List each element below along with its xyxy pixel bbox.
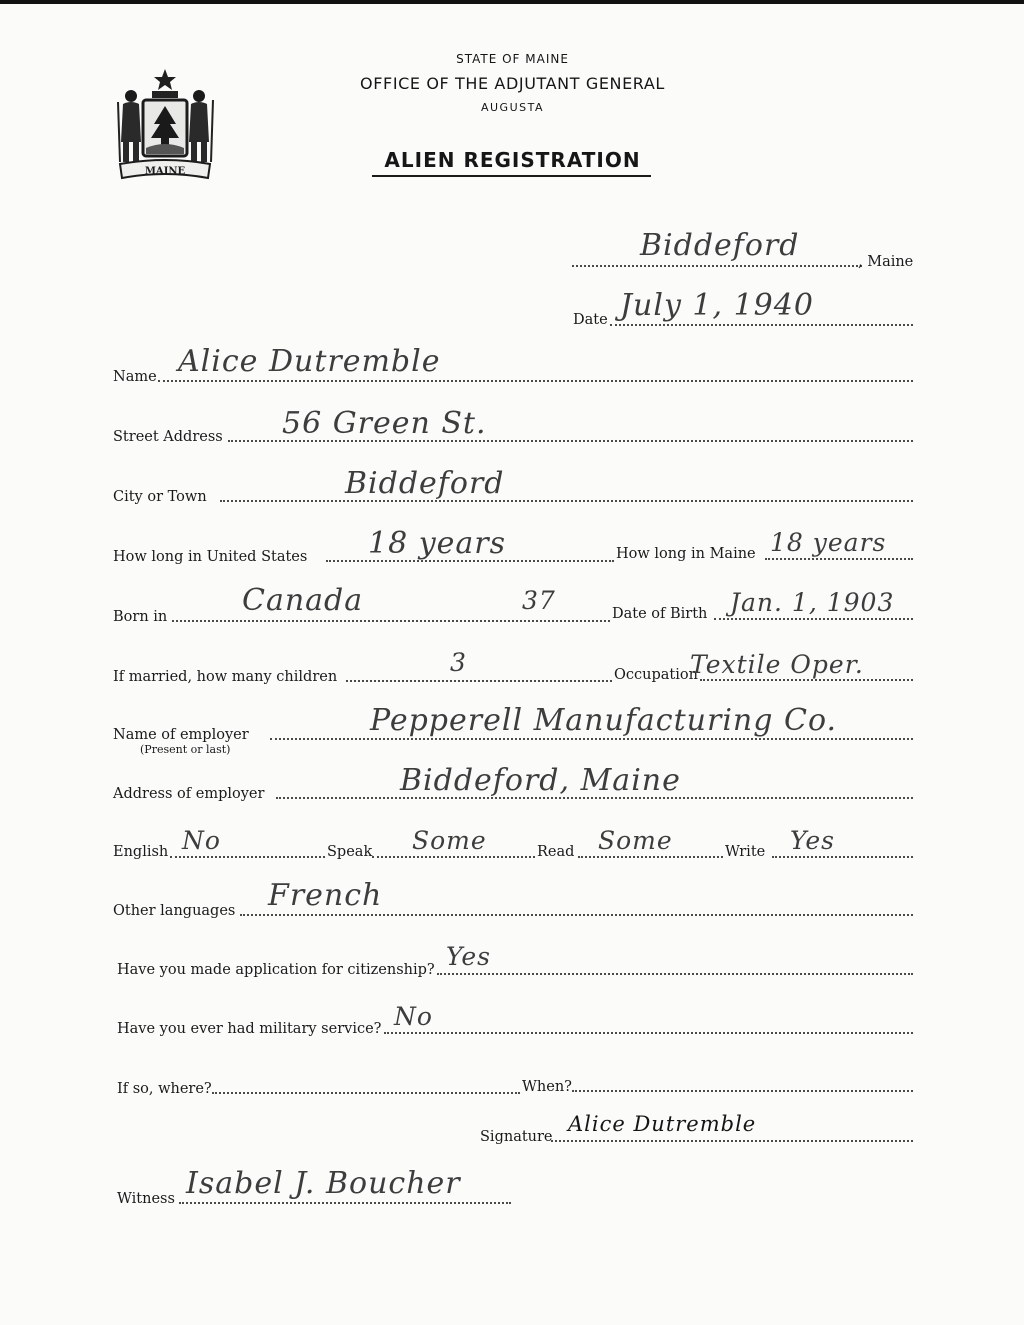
how-long-maine-line <box>765 558 913 560</box>
date-of-birth-value: Jan. 1, 1903 <box>730 588 895 617</box>
where-label: If so, where? <box>117 1081 212 1097</box>
form-title: ALIEN REGISTRATION <box>384 148 641 172</box>
place-line <box>572 265 862 267</box>
employer-address-value: Biddeford, Maine <box>400 763 681 798</box>
english-value: No <box>182 826 221 855</box>
born-in-value: Canada <box>242 583 364 618</box>
write-value: Yes <box>790 826 835 855</box>
date-value: July 1, 1940 <box>620 288 814 323</box>
employer-line <box>270 738 913 740</box>
when-label: When? <box>522 1079 572 1095</box>
children-value: 3 <box>450 648 467 677</box>
date-line <box>610 324 913 326</box>
date-label: Date <box>573 312 608 328</box>
military-line <box>384 1032 913 1034</box>
place-suffix: , Maine <box>858 254 914 270</box>
name-label: Name <box>113 369 157 385</box>
english-line <box>170 856 325 858</box>
city-line <box>220 500 913 502</box>
write-line <box>772 856 913 858</box>
street-address-value: 56 Green St. <box>282 406 487 441</box>
read-label: Read <box>537 844 575 860</box>
witness-value: Isabel J. Boucher <box>186 1166 461 1201</box>
read-value: Some <box>598 826 673 855</box>
witness-line <box>179 1202 511 1204</box>
name-value: Alice Dutremble <box>178 344 441 379</box>
occupation-value: Textile Oper. <box>690 650 864 679</box>
how-long-maine-value: 18 years <box>770 528 887 557</box>
citizenship-label: Have you made application for citizenship? <box>117 962 435 978</box>
employer-address-label: Address of employer <box>113 786 265 802</box>
when-line <box>572 1090 913 1092</box>
how-long-us-label: How long in United States <box>113 549 308 565</box>
speak-label: Speak <box>327 844 373 860</box>
form-title-underline <box>372 175 651 177</box>
born-in-line <box>172 620 610 622</box>
place-value: Biddeford <box>640 228 800 263</box>
employer-value: Pepperell Manufacturing Co. <box>370 703 838 738</box>
occupation-line <box>700 679 913 681</box>
military-label: Have you ever had military service? <box>117 1021 382 1037</box>
born-in-label: Born in <box>113 609 168 625</box>
city-label: City or Town <box>113 489 207 505</box>
write-label: Write <box>725 844 766 860</box>
scan-top-border <box>0 0 1024 4</box>
street-address-label: Street Address <box>113 429 223 445</box>
name-line <box>158 380 913 382</box>
signature-label: Signature <box>480 1129 553 1145</box>
header-office: OFFICE OF THE ADJUTANT GENERAL <box>360 74 665 93</box>
how-long-maine-label: How long in Maine <box>616 546 756 562</box>
state-of-maine-seal <box>112 66 218 184</box>
witness-label: Witness <box>117 1191 175 1207</box>
svg-text:MAINE: MAINE <box>144 166 186 177</box>
english-label: English <box>113 844 169 860</box>
where-line <box>212 1092 520 1094</box>
header-state: STATE OF MAINE <box>456 52 569 66</box>
children-line <box>346 680 612 682</box>
signature-line <box>551 1140 913 1142</box>
citizenship-value: Yes <box>446 942 491 971</box>
speak-line <box>372 856 535 858</box>
read-line <box>578 856 723 858</box>
signature-value: Alice Dutremble <box>568 1112 757 1136</box>
employer-label: Name of employer <box>113 727 249 743</box>
date-of-birth-label: Date of Birth <box>612 606 708 622</box>
how-long-us-value: 18 years <box>368 526 507 561</box>
occupation-label: Occupation <box>614 667 698 683</box>
age-value: 37 <box>522 586 556 615</box>
children-label: If married, how many children <box>113 669 338 685</box>
speak-value: Some <box>412 826 487 855</box>
city-value: Biddeford <box>345 466 505 501</box>
citizenship-line <box>437 973 913 975</box>
military-value: No <box>394 1002 433 1031</box>
other-languages-value: French <box>268 878 383 913</box>
header-city: AUGUSTA <box>480 101 545 114</box>
employer-sublabel: (Present or last) <box>140 743 231 756</box>
other-languages-line <box>240 914 913 916</box>
date-of-birth-line <box>714 618 913 620</box>
other-languages-label: Other languages <box>113 903 236 919</box>
